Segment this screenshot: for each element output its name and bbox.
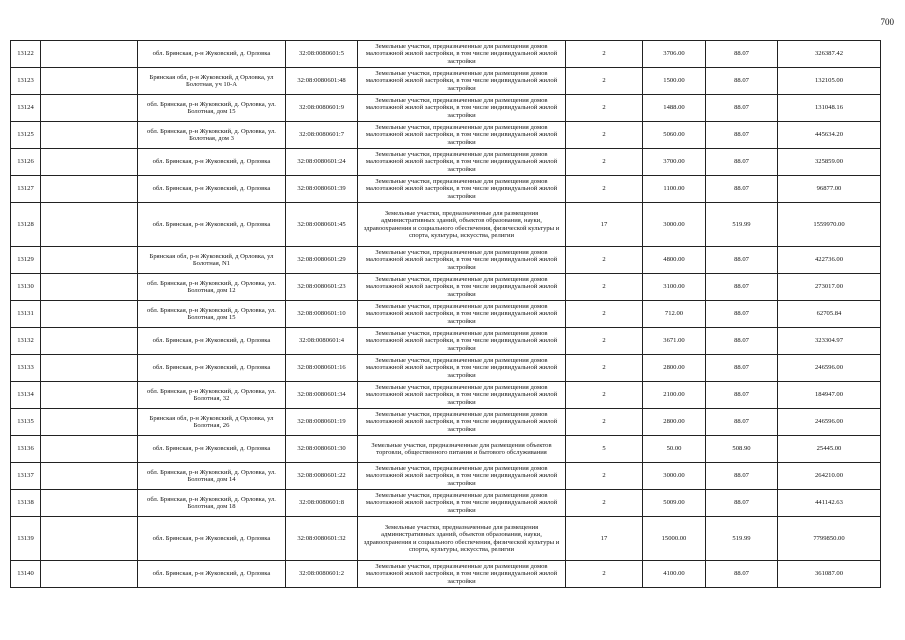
address-cell: Брянская обл, р-н Жуковский, д Орловка, ул Болотная, 26 (138, 409, 286, 436)
row-number: 13122 (11, 41, 41, 68)
land-use-cell: Земельные участки, предназначенные для размещения домов малоэтажной жилой застройки, в том числе индивидуальной жилой застройки (358, 301, 566, 328)
land-use-cell: Земельные участки, предназначенные для размещения домов малоэтажной жилой застройки, в том числе индивидуальной жилой застройки (358, 382, 566, 409)
use-group-cell: 2 (566, 95, 643, 122)
area-cell: 4800.00 (643, 247, 706, 274)
table-row (11, 247, 881, 274)
address-cell: обл. Брянская, р-н Жуковский, д. Орловка (138, 517, 286, 561)
land-use-cell: Земельные участки, предназначенные для размещения домов малоэтажной жилой застройки, в том числе индивидуальной жилой застройки (358, 68, 566, 95)
land-use-cell: Земельные участки, предназначенные для размещения домов малоэтажной жилой застройки, в том числе индивидуальной жилой застройки (358, 247, 566, 274)
specific-value-cell: 88.07 (706, 409, 778, 436)
use-group-cell: 2 (566, 409, 643, 436)
row-number: 13126 (11, 149, 41, 176)
land-use-cell: Земельные участки, предназначенные для размещения объектов торговли, общественного питания и бытового обслуживания (358, 436, 566, 463)
area-cell: 2800.00 (643, 409, 706, 436)
cadastral-number-cell: 32:08:0080601:19 (286, 409, 358, 436)
cadastral-value-cell: 326387.42 (778, 41, 881, 68)
cadastral-number-cell: 32:08:0080601:22 (286, 463, 358, 490)
cadastral-value-cell: 184947.00 (778, 382, 881, 409)
cadastral-number-cell: 32:08:0080601:24 (286, 149, 358, 176)
address-cell: обл. Брянская, р-н Жуковский, д. Орловка (138, 561, 286, 588)
specific-value-cell: 88.07 (706, 176, 778, 203)
table-row (11, 436, 881, 463)
table-row (11, 490, 881, 517)
area-cell: 3100.00 (643, 274, 706, 301)
cadastral-number-cell: 32:08:0080601:39 (286, 176, 358, 203)
page-number: 700 (880, 17, 894, 27)
row-number: 13136 (11, 436, 41, 463)
empty-cell (41, 247, 138, 274)
table-row (11, 463, 881, 490)
row-number: 13134 (11, 382, 41, 409)
use-group-cell: 2 (566, 122, 643, 149)
specific-value-cell: 88.07 (706, 149, 778, 176)
area-cell: 712.00 (643, 301, 706, 328)
empty-cell (41, 122, 138, 149)
cadastral-number-cell: 32:08:0080601:4 (286, 328, 358, 355)
empty-cell (41, 517, 138, 561)
row-number: 13132 (11, 328, 41, 355)
row-number: 13129 (11, 247, 41, 274)
cadastral-value-cell: 325859.00 (778, 149, 881, 176)
cadastral-value-table (10, 40, 881, 588)
land-use-cell: Земельные участки, предназначенные для размещения административных зданий, объектов образования, науки, здравоохранения и социального обеспечения, физической культуры и спорта, культуры, искусства, религии (358, 517, 566, 561)
cadastral-number-cell: 32:08:0080601:9 (286, 95, 358, 122)
cadastral-value-cell: 7799850.00 (778, 517, 881, 561)
use-group-cell: 2 (566, 355, 643, 382)
area-cell: 5009.00 (643, 490, 706, 517)
cadastral-number-cell: 32:08:0080601:34 (286, 382, 358, 409)
empty-cell (41, 41, 138, 68)
land-use-cell: Земельные участки, предназначенные для размещения домов малоэтажной жилой застройки, в том числе индивидуальной жилой застройки (358, 95, 566, 122)
cadastral-value-cell: 323304.97 (778, 328, 881, 355)
table-row (11, 328, 881, 355)
cadastral-value-cell: 246596.00 (778, 409, 881, 436)
row-number: 13124 (11, 95, 41, 122)
specific-value-cell: 508.90 (706, 436, 778, 463)
address-cell: обл. Брянская, р-н Жуковский, д. Орловка (138, 203, 286, 247)
table-row (11, 176, 881, 203)
empty-cell (41, 176, 138, 203)
address-cell: обл. Брянская, р-н Жуковский, д. Орловка (138, 436, 286, 463)
area-cell: 1488.00 (643, 95, 706, 122)
area-cell: 3700.00 (643, 149, 706, 176)
empty-cell (41, 463, 138, 490)
address-cell: обл. Брянская, р-н Жуковский, д. Орловка, ул. Болотная, дом 15 (138, 95, 286, 122)
use-group-cell: 17 (566, 517, 643, 561)
area-cell: 3706.00 (643, 41, 706, 68)
cadastral-number-cell: 32:08:0080601:8 (286, 490, 358, 517)
row-number: 13135 (11, 409, 41, 436)
cadastral-number-cell: 32:08:0080601:29 (286, 247, 358, 274)
row-number: 13130 (11, 274, 41, 301)
specific-value-cell: 88.07 (706, 274, 778, 301)
specific-value-cell: 88.07 (706, 490, 778, 517)
address-cell: обл. Брянская, р-н Жуковский, д. Орловка (138, 41, 286, 68)
table-row (11, 68, 881, 95)
specific-value-cell: 88.07 (706, 382, 778, 409)
area-cell: 1100.00 (643, 176, 706, 203)
land-use-cell: Земельные участки, предназначенные для размещения домов малоэтажной жилой застройки, в том числе индивидуальной жилой застройки (358, 274, 566, 301)
cadastral-number-cell: 32:08:0080601:10 (286, 301, 358, 328)
row-number: 13125 (11, 122, 41, 149)
use-group-cell: 2 (566, 149, 643, 176)
empty-cell (41, 301, 138, 328)
specific-value-cell: 519.99 (706, 517, 778, 561)
area-cell: 2100.00 (643, 382, 706, 409)
use-group-cell: 2 (566, 176, 643, 203)
use-group-cell: 17 (566, 203, 643, 247)
cadastral-number-cell: 32:08:0080601:45 (286, 203, 358, 247)
cadastral-number-cell: 32:08:0080601:30 (286, 436, 358, 463)
address-cell: обл. Брянская, р-н Жуковский, д. Орловка, ул. Болотная, дом 14 (138, 463, 286, 490)
cadastral-value-cell: 132105.00 (778, 68, 881, 95)
address-cell: обл. Брянская, р-н Жуковский, д. Орловка, ул. Болотная, дом 3 (138, 122, 286, 149)
row-number: 13131 (11, 301, 41, 328)
land-use-cell: Земельные участки, предназначенные для размещения домов малоэтажной жилой застройки, в том числе индивидуальной жилой застройки (358, 490, 566, 517)
use-group-cell: 2 (566, 41, 643, 68)
cadastral-value-cell: 246596.00 (778, 355, 881, 382)
cadastral-number-cell: 32:08:0080601:16 (286, 355, 358, 382)
cadastral-number-cell: 32:08:0080601:7 (286, 122, 358, 149)
table-row (11, 149, 881, 176)
empty-cell (41, 355, 138, 382)
land-use-cell: Земельные участки, предназначенные для размещения домов малоэтажной жилой застройки, в том числе индивидуальной жилой застройки (358, 328, 566, 355)
row-number: 13128 (11, 203, 41, 247)
empty-cell (41, 561, 138, 588)
area-cell: 1500.00 (643, 68, 706, 95)
cadastral-number-cell: 32:08:0080601:23 (286, 274, 358, 301)
land-use-cell: Земельные участки, предназначенные для размещения домов малоэтажной жилой застройки, в том числе индивидуальной жилой застройки (358, 355, 566, 382)
land-use-cell: Земельные участки, предназначенные для размещения домов малоэтажной жилой застройки, в том числе индивидуальной жилой застройки (358, 463, 566, 490)
row-number: 13123 (11, 68, 41, 95)
table-body (11, 41, 881, 588)
use-group-cell: 5 (566, 436, 643, 463)
table-row (11, 203, 881, 247)
cadastral-number-cell: 32:08:0080601:32 (286, 517, 358, 561)
row-number: 13140 (11, 561, 41, 588)
row-number: 13127 (11, 176, 41, 203)
empty-cell (41, 68, 138, 95)
table-row (11, 561, 881, 588)
address-cell: обл. Брянская, р-н Жуковский, д. Орловка (138, 149, 286, 176)
cadastral-number-cell: 32:08:0080601:2 (286, 561, 358, 588)
table-row (11, 355, 881, 382)
specific-value-cell: 88.07 (706, 301, 778, 328)
table-row (11, 409, 881, 436)
specific-value-cell: 88.07 (706, 328, 778, 355)
row-number: 13138 (11, 490, 41, 517)
use-group-cell: 2 (566, 301, 643, 328)
specific-value-cell: 88.07 (706, 41, 778, 68)
use-group-cell: 2 (566, 68, 643, 95)
cadastral-number-cell: 32:08:0080601:5 (286, 41, 358, 68)
area-cell: 15000.00 (643, 517, 706, 561)
land-use-cell: Земельные участки, предназначенные для размещения домов малоэтажной жилой застройки, в том числе индивидуальной жилой застройки (358, 176, 566, 203)
cadastral-value-cell: 441142.63 (778, 490, 881, 517)
empty-cell (41, 490, 138, 517)
table-row (11, 274, 881, 301)
use-group-cell: 2 (566, 328, 643, 355)
cadastral-value-cell: 445634.20 (778, 122, 881, 149)
empty-cell (41, 95, 138, 122)
row-number: 13133 (11, 355, 41, 382)
empty-cell (41, 274, 138, 301)
area-cell: 50.00 (643, 436, 706, 463)
use-group-cell: 2 (566, 490, 643, 517)
cadastral-value-cell: 273017.00 (778, 274, 881, 301)
specific-value-cell: 519.99 (706, 203, 778, 247)
cadastral-value-cell: 1559970.00 (778, 203, 881, 247)
area-cell: 2800.00 (643, 355, 706, 382)
use-group-cell: 2 (566, 561, 643, 588)
table-row (11, 517, 881, 561)
area-cell: 3000.00 (643, 463, 706, 490)
area-cell: 3671.00 (643, 328, 706, 355)
specific-value-cell: 88.07 (706, 247, 778, 274)
cadastral-value-cell: 62705.84 (778, 301, 881, 328)
empty-cell (41, 328, 138, 355)
use-group-cell: 2 (566, 463, 643, 490)
cadastral-number-cell: 32:08:0080601:48 (286, 68, 358, 95)
address-cell: обл. Брянская, р-н Жуковский, д. Орловка (138, 355, 286, 382)
area-cell: 5060.00 (643, 122, 706, 149)
cadastral-value-cell: 131048.16 (778, 95, 881, 122)
empty-cell (41, 382, 138, 409)
use-group-cell: 2 (566, 382, 643, 409)
use-group-cell: 2 (566, 247, 643, 274)
table-row (11, 382, 881, 409)
table-row (11, 301, 881, 328)
specific-value-cell: 88.07 (706, 68, 778, 95)
empty-cell (41, 203, 138, 247)
specific-value-cell: 88.07 (706, 561, 778, 588)
address-cell: обл. Брянская, р-н Жуковский, д. Орловка, ул. Болотная, 32 (138, 382, 286, 409)
address-cell: Брянская обл, р-н Жуковский, д Орловка, ул Болотная, уч 10-А (138, 68, 286, 95)
specific-value-cell: 88.07 (706, 95, 778, 122)
land-use-cell: Земельные участки, предназначенные для размещения домов малоэтажной жилой застройки, в том числе индивидуальной жилой застройки (358, 409, 566, 436)
address-cell: обл. Брянская, р-н Жуковский, д. Орловка (138, 328, 286, 355)
specific-value-cell: 88.07 (706, 122, 778, 149)
land-use-cell: Земельные участки, предназначенные для размещения домов малоэтажной жилой застройки, в том числе индивидуальной жилой застройки (358, 41, 566, 68)
cadastral-value-cell: 96877.00 (778, 176, 881, 203)
land-use-cell: Земельные участки, предназначенные для размещения административных зданий, объектов образования, науки, здравоохранения и социального обеспечения, физической культуры и спорта, культуры, искусства, религии (358, 203, 566, 247)
row-number: 13139 (11, 517, 41, 561)
row-number: 13137 (11, 463, 41, 490)
specific-value-cell: 88.07 (706, 355, 778, 382)
empty-cell (41, 409, 138, 436)
address-cell: обл. Брянская, р-н Жуковский, д. Орловка, ул. Болотная, дом 12 (138, 274, 286, 301)
empty-cell (41, 149, 138, 176)
cadastral-value-cell: 422736.00 (778, 247, 881, 274)
area-cell: 3000.00 (643, 203, 706, 247)
address-cell: обл. Брянская, р-н Жуковский, д. Орловка, ул. Болотная, дом 18 (138, 490, 286, 517)
address-cell: обл. Брянская, р-н Жуковский, д. Орловка (138, 176, 286, 203)
area-cell: 4100.00 (643, 561, 706, 588)
cadastral-value-cell: 361087.00 (778, 561, 881, 588)
land-use-cell: Земельные участки, предназначенные для размещения домов малоэтажной жилой застройки, в том числе индивидуальной жилой застройки (358, 122, 566, 149)
address-cell: обл. Брянская, р-н Жуковский, д. Орловка, ул. Болотная, дом 15 (138, 301, 286, 328)
empty-cell (41, 436, 138, 463)
table-row (11, 122, 881, 149)
table-row (11, 41, 881, 68)
cadastral-value-cell: 264210.00 (778, 463, 881, 490)
address-cell: Брянская обл, р-н Жуковский, д Орловка, ул Болотная, N1 (138, 247, 286, 274)
cadastral-value-cell: 25445.00 (778, 436, 881, 463)
specific-value-cell: 88.07 (706, 463, 778, 490)
land-use-cell: Земельные участки, предназначенные для размещения домов малоэтажной жилой застройки, в том числе индивидуальной жилой застройки (358, 561, 566, 588)
table-row (11, 95, 881, 122)
use-group-cell: 2 (566, 274, 643, 301)
land-use-cell: Земельные участки, предназначенные для размещения домов малоэтажной жилой застройки, в том числе индивидуальной жилой застройки (358, 149, 566, 176)
